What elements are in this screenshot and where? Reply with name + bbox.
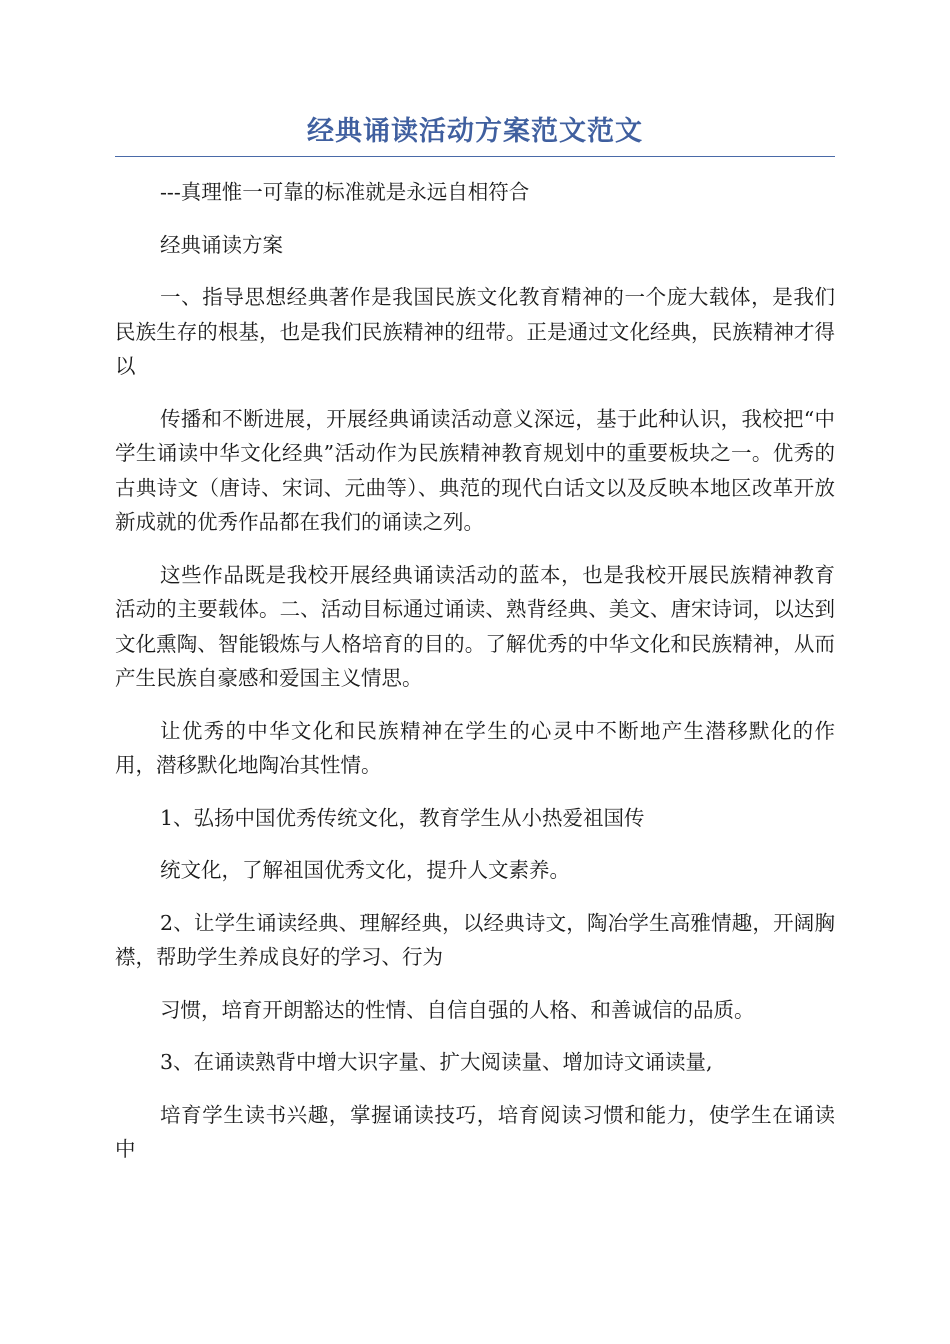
paragraph-item-3-continued: 培育学生读书兴趣，掌握诵读技巧，培育阅读习惯和能力，使学生在诵读中 xyxy=(115,1102,835,1161)
paragraph-influence: 让优秀的中华文化和民族精神在学生的心灵中不断地产生潜移默化的作用，潜移默化地陶冶其性情。 xyxy=(115,718,835,777)
paragraph-item-2: 2、让学生诵读经典、理解经典，以经典诗文，陶冶学生高雅情趣，开阔胸襟，帮助学生养成良好的学习、行为 xyxy=(115,910,835,969)
title-underline xyxy=(115,156,835,157)
paragraph-item-3: 3、在诵读熟背中增大识字量、扩大阅读量、增加诗文诵读量, xyxy=(160,1050,713,1074)
paragraph-guiding-thought: 一、指导思想经典著作是我国民族文化教育精神的一个庞大载体，是我们民族生存的根基，也是我们民族精神的纽带。正是通过文化经典，民族精神才得以 xyxy=(115,285,835,378)
paragraph-activity-goals: 这些作品既是我校开展经典诵读活动的蓝本，也是我校开展民族精神教育活动的主要载体。二、活动目标通过诵读、熟背经典、美文、唐宋诗词，以达到文化熏陶、智能锻炼与人格培育的目的。了解优秀的中华文化和民族精神，从而产生民族自豪感和爱国主义情思。 xyxy=(115,562,835,690)
paragraph-subtitle: 经典诵读方案 xyxy=(160,232,283,257)
paragraph-epigraph: ---真理惟一可靠的标准就是永远自相符合 xyxy=(160,180,530,204)
paragraph-item-1-continued: 统文化，了解祖国优秀文化，提升人文素养。 xyxy=(160,858,570,882)
document-page xyxy=(115,112,835,1185)
paragraph-item-1: 1、弘扬中国优秀传统文化，教育学生从小热爱祖国传 xyxy=(160,805,645,830)
paragraph-item-2-continued: 习惯，培育开朗豁达的性情、自信自强的人格、和善诚信的品质。 xyxy=(160,997,755,1022)
document-title: 经典诵读活动方案范文范文 xyxy=(307,116,643,147)
paragraph-spread-development: 传播和不断进展，开展经典诵读活动意义深远，基于此种认识，我校把“中学生诵读中华文化经典”活动作为民族精神教育规划中的重要板块之一。优秀的古典诗文（唐诗、宋词、元曲等）、典范的现代白话文以及反映本地区改革开放新成就的优秀作品都在我们的诵读之列。 xyxy=(115,406,835,534)
